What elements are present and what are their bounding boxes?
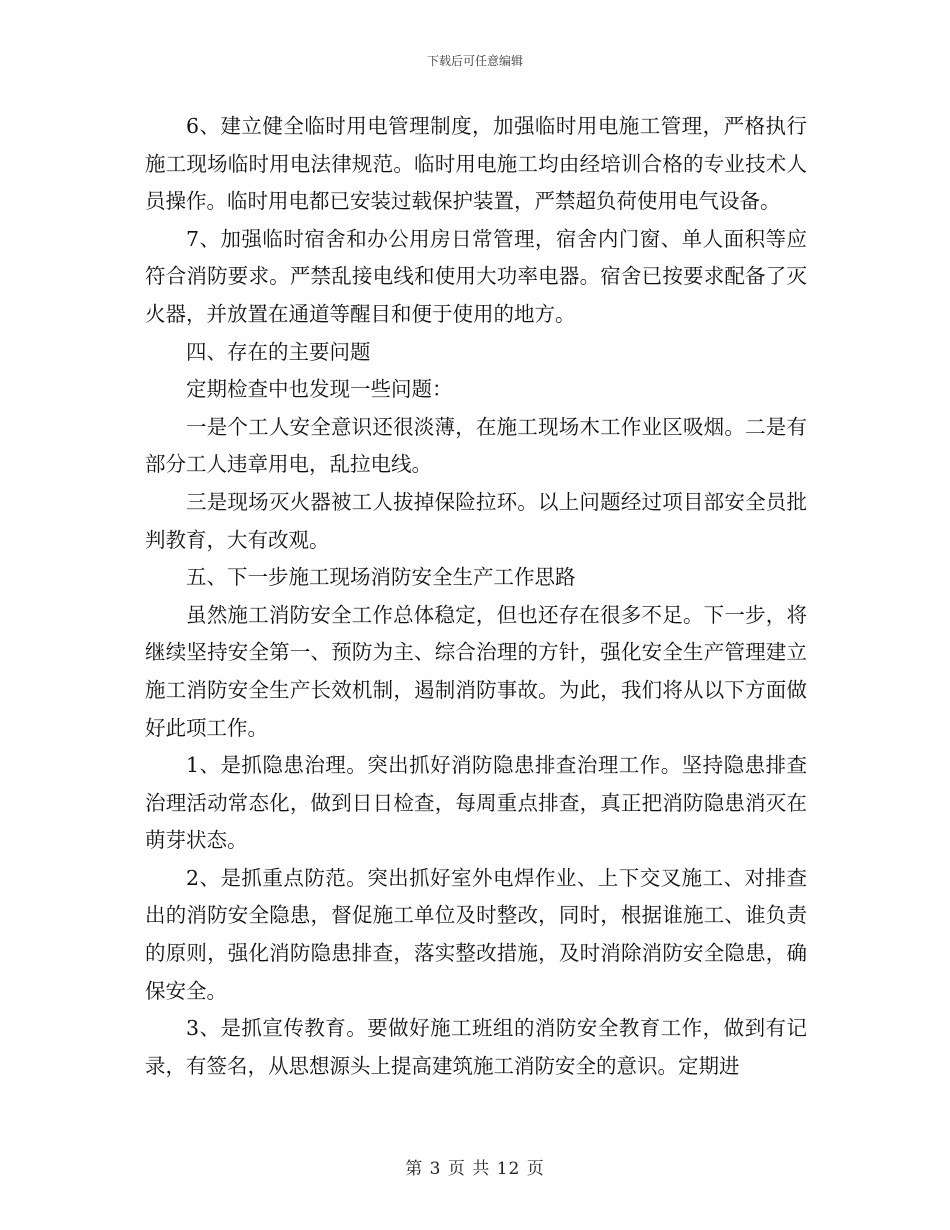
section-heading-problems: 四、存在的主要问题 bbox=[186, 339, 371, 364]
paragraph-next-steps-intro: 虽然施工消防安全工作总体稳定，但也还存在很多不足。下一步，将继续坚持安全第一、预防为主、综合治理的方针，强化安全生产管理建立施工消防安全生产长效机制，遏制消防事故。为此，我们将从以下方面做好此项工作。 bbox=[145, 602, 807, 740]
paragraph-problem-one-two: 一是个工人安全意识还很淡薄，在施工现场木工作业区吸烟。二是有部分工人违章用电，乱拉电线。 bbox=[145, 414, 807, 477]
paragraph-6-electricity: 6、建立健全临时用电管理制度，加强临时用电施工管理，严格执行施工现场临时用电法律规范。临时用电施工均由经培训合格的专业技术人员操作。临时用电都已安装过载保护装置，严禁超负荷使用电气设备。 bbox=[145, 114, 807, 214]
paragraph-problems-intro: 定期检查中也发现一些问题： bbox=[186, 377, 453, 402]
document-body bbox=[145, 108, 807, 1085]
section-heading-next-steps: 五、下一步施工现场消防安全生产工作思路 bbox=[186, 565, 576, 590]
paragraph-step-1: 1、是抓隐患治理。突出抓好消防隐患排查治理工作。坚持隐患排查治理活动常态化，做到日日检查，每周重点排查，真正把消防隐患消灭在萌芽状态。 bbox=[145, 753, 807, 853]
paragraph-problem-three: 三是现场灭火器被工人拔掉保险拉环。以上问题经过项目部安全员批判教育，大有改观。 bbox=[145, 489, 807, 552]
page-number: 第 3 页 共 12 页 bbox=[405, 1159, 545, 1179]
paragraph-step-2: 2、是抓重点防范。突出抓好室外电焊作业、上下交叉施工、对排查出的消防安全隐患，督促施工单位及时整改，同时，根据谁施工、谁负责的原则，强化消防隐患排查，落实整改措施，及时消除消防安全隐患，确保安全。 bbox=[145, 865, 807, 1003]
page-header-note: 下载后可任意编辑 bbox=[426, 54, 523, 68]
paragraph-7-dormitory: 7、加强临时宿舍和办公用房日常管理，宿舍内门窗、单人面积等应符合消防要求。严禁乱接电线和使用大功率电器。宿舍已按要求配备了灭火器，并放置在通道等醒目和便于使用的地方。 bbox=[145, 226, 807, 326]
paragraph-step-3: 3、是抓宣传教育。要做好施工班组的消防安全教育工作，做到有记录，有签名，从思想源头上提高建筑施工消防安全的意识。定期进 bbox=[145, 1016, 807, 1078]
